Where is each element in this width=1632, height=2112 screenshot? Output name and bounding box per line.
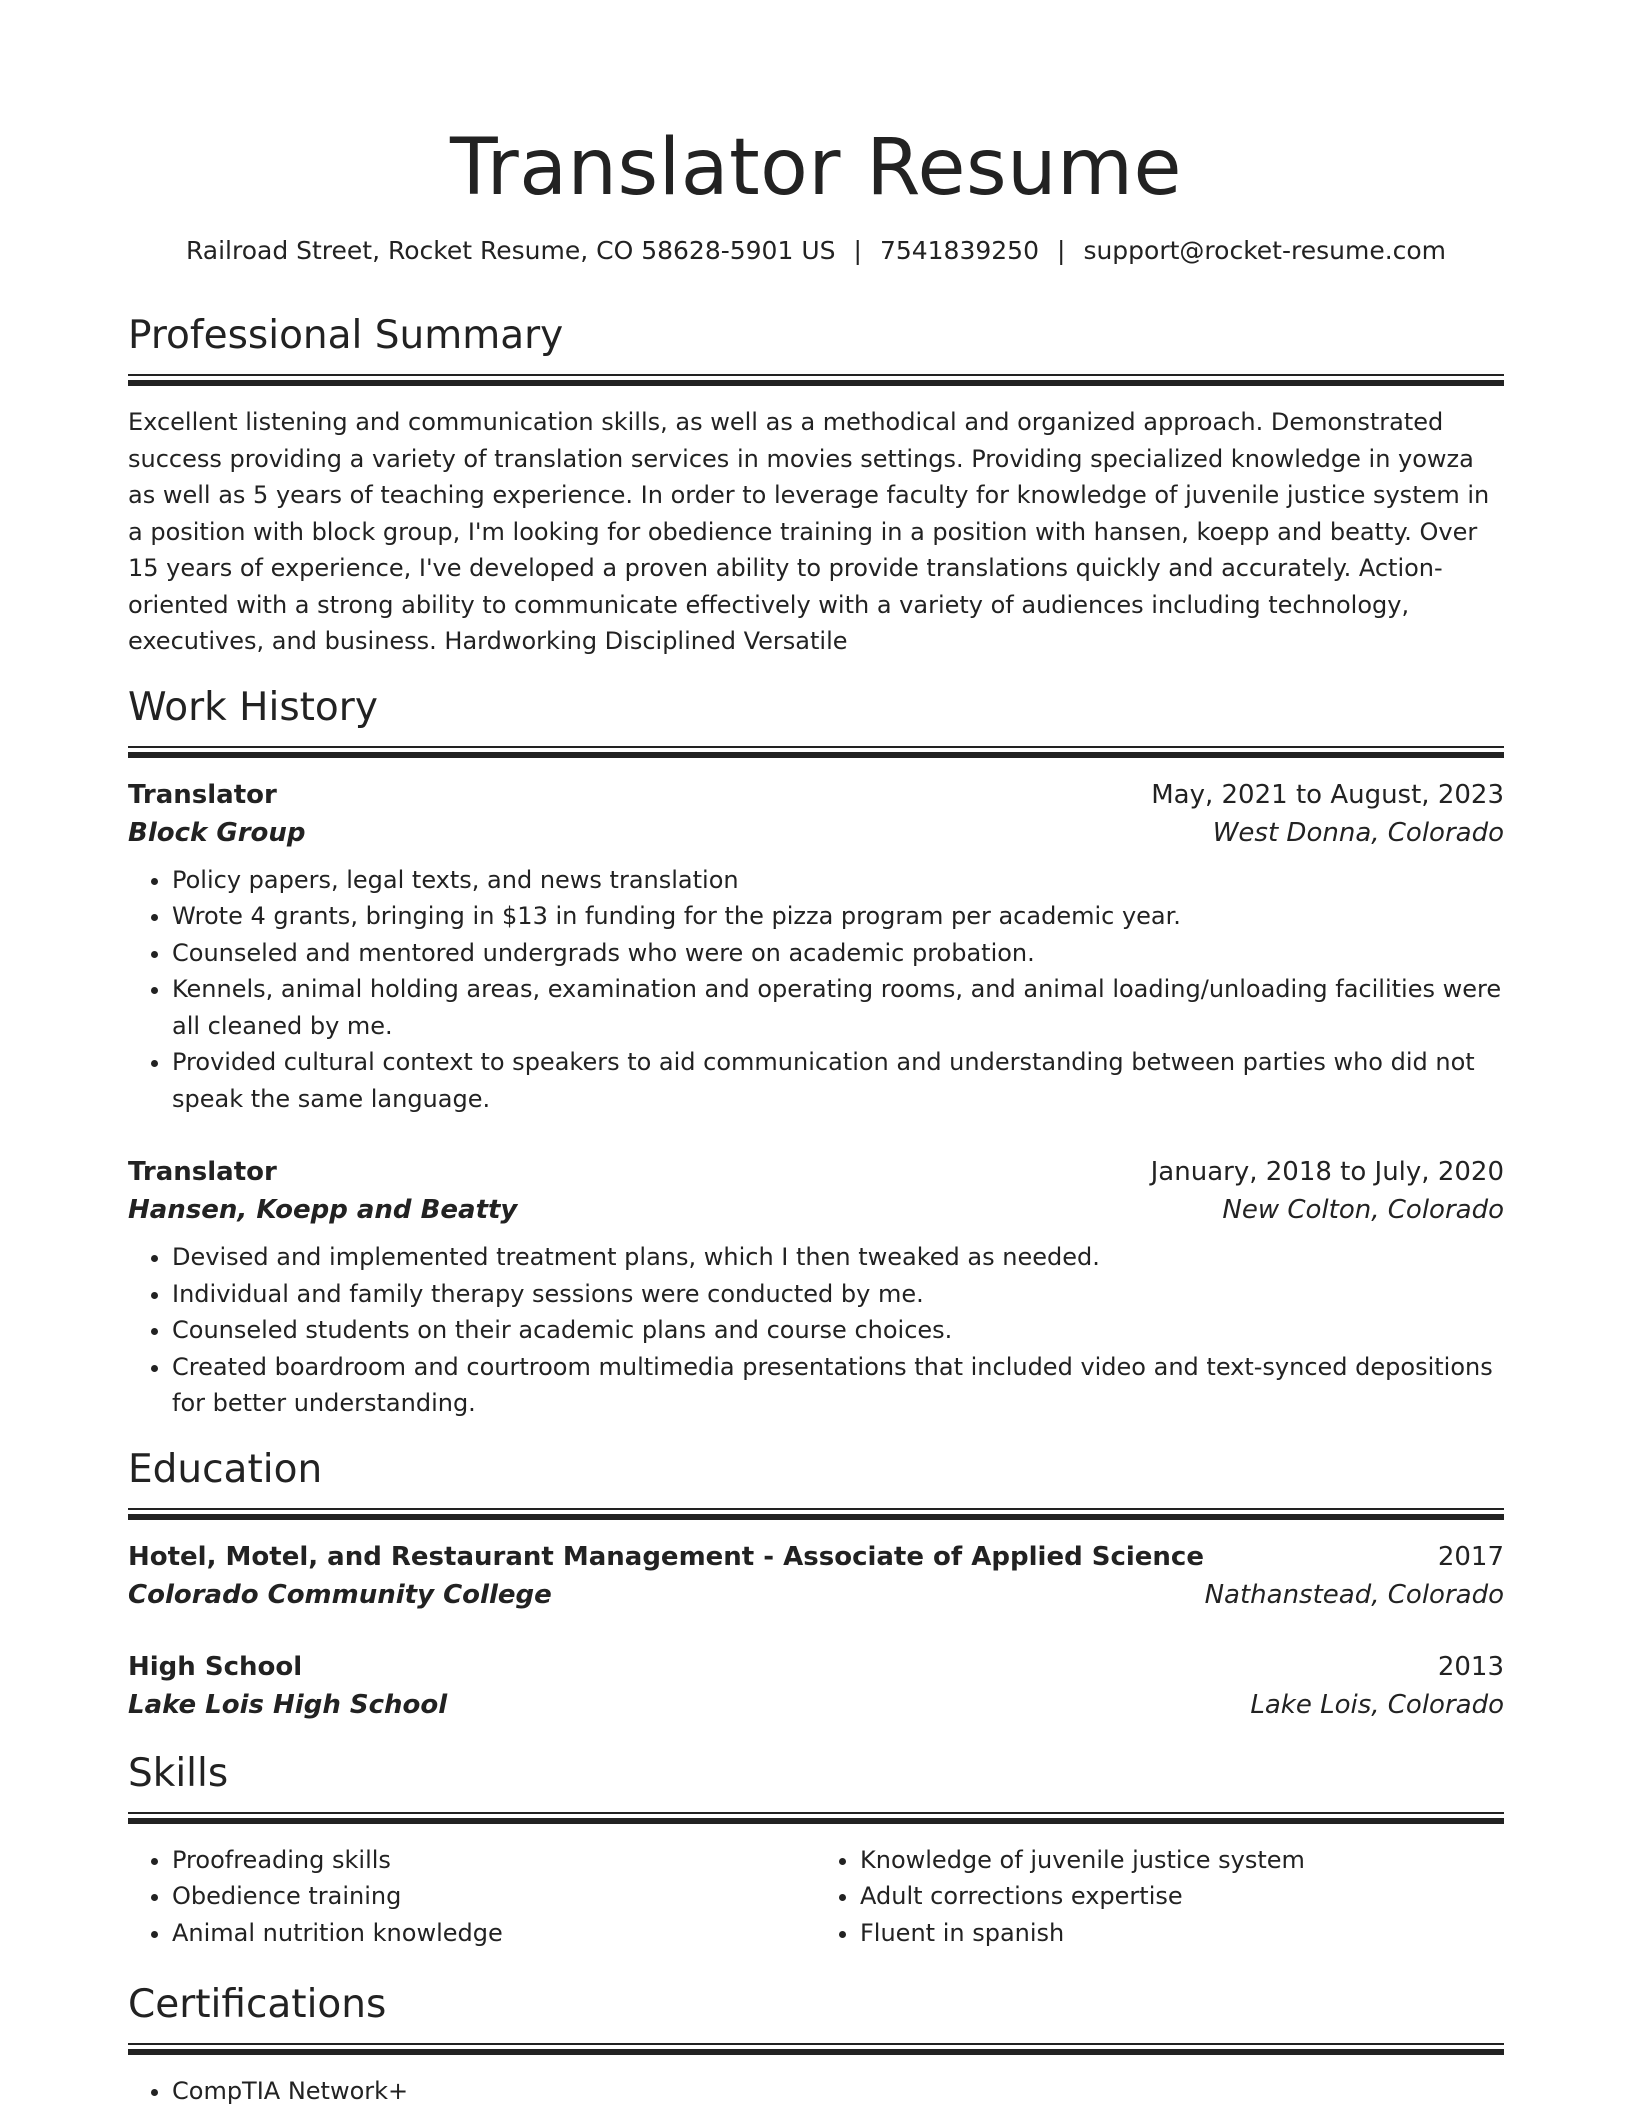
list-item: • Wrote 4 grants, bringing in $13 in funding for the pizza program per academic year. [172,898,1504,935]
resume-page [128,118,1504,2110]
list-item: • Individual and family therapy sessions were conducted by me. [172,1276,1504,1313]
contact-line [128,234,1504,268]
section-heading-work-history: Work History [128,684,378,730]
job-dates: January, 2018 to July, 2020 [1150,1157,1504,1187]
job-bullets [128,862,1504,1118]
section-heading-certifications: Certifications [128,1982,387,2027]
section-heading-skills: Skills [128,1750,229,1796]
summary-text: Excellent listening and communication skills, as well as a methodical and organized approach. Demonstrated success providing a variety of translation services in movies settings. Providing specialized knowledge in yowza as well as 5 years of teaching experience. In order to leverage faculty for knowledge of juvenile justice system in a position with block group, I'm looking for obedience training in a position with hansen, koepp and beatty. Over 15 years of experience, I've developed a proven ability to provide translations quickly and accurately. Action-oriented with a strong ability to communicate effectively with a variety of audiences including technology, executives, and business. Hardworking Disciplined Versatile [128,408,1490,655]
education-year: 2013 [1437,1651,1504,1682]
job-company: Block Group [128,817,306,848]
education-header [128,1538,1504,1576]
list-item: • Counseled students on their academic plans and course choices. [172,1312,1504,1349]
education-location: Nathanstead, Colorado [1204,1579,1504,1610]
list-item: • Devised and implemented treatment plans, which I then tweaked as needed. [172,1239,1504,1276]
education-header [128,1648,1504,1686]
skills-column-left [128,1842,816,1952]
job-dates: May, 2021 to August, 2023 [1151,779,1504,810]
job-header [128,1153,1504,1191]
certifications-list [128,2073,1504,2110]
education-entry [128,1648,1504,1724]
job-location: New Colton, Colorado [1222,1195,1504,1225]
job-title: Translator [128,1157,277,1187]
skills-list [128,1842,1504,1952]
section-heading-summary: Professional Summary [128,313,564,358]
section-divider [128,1508,1504,1520]
skills-column-right [816,1842,1504,1952]
section-heading-education: Education [128,1446,323,1492]
education-school: Colorado Community College [128,1579,552,1610]
education-entry [128,1538,1504,1614]
list-item: • Kennels, animal holding areas, examination and operating rooms, and animal loading/unloading facilities were all cleaned by me. [172,971,1504,1044]
job-title: Translator [128,779,277,810]
skill-item: • Knowledge of juvenile justice system [860,1842,1504,1879]
contact-address: Railroad Street, Rocket Resume, CO 58628-5901 US [185,236,836,265]
education-year: 2017 [1437,1541,1504,1572]
contact-phone: 7541839250 [879,236,1039,265]
skill-item: • Obedience training [172,1878,816,1915]
education-degree: High School [128,1651,303,1682]
education-location: Lake Lois, Colorado [1250,1689,1504,1720]
job-subheader [128,814,1504,852]
contact-separator: | [1057,236,1066,265]
contact-email[interactable]: support@rocket-resume.com [1083,236,1447,265]
skill-item: • Proofreading skills [172,1842,816,1879]
skill-item: • Adult corrections expertise [860,1878,1504,1915]
list-item: • Counseled and mentored undergrads who were on academic probation. [172,935,1504,972]
job-entry [128,776,1504,1118]
job-subheader [128,1191,1504,1229]
section-divider [128,746,1504,758]
skills-grid [128,1842,1504,1952]
education-subheader [128,1576,1504,1614]
job-company: Hansen, Koepp and Beatty [128,1195,518,1225]
job-location: West Donna, Colorado [1212,817,1504,848]
resume-title: Translator Resume [450,123,1182,213]
list-item: • Provided cultural context to speakers to aid communication and understanding between parties who did not speak the same language. [172,1044,1504,1117]
section-divider [128,1812,1504,1824]
job-header [128,776,1504,814]
education-subheader [128,1686,1504,1724]
section-divider [128,374,1504,386]
contact-separator: | [853,236,862,265]
certification-item: • CompTIA Network+ [172,2073,1504,2110]
education-school: Lake Lois High School [128,1689,448,1720]
skill-item: • Fluent in spanish [860,1915,1504,1952]
education-degree: Hotel, Motel, and Restaurant Management - Associate of Applied Science [128,1541,1204,1572]
list-item: • Policy papers, legal texts, and news translation [172,862,1504,899]
list-item: • Created boardroom and courtroom multimedia presentations that included video and text-synced depositions for better understanding. [172,1349,1504,1422]
job-bullets [128,1239,1504,1422]
section-divider [128,2043,1504,2055]
skill-item: • Animal nutrition knowledge [172,1915,816,1952]
job-entry [128,1153,1504,1422]
